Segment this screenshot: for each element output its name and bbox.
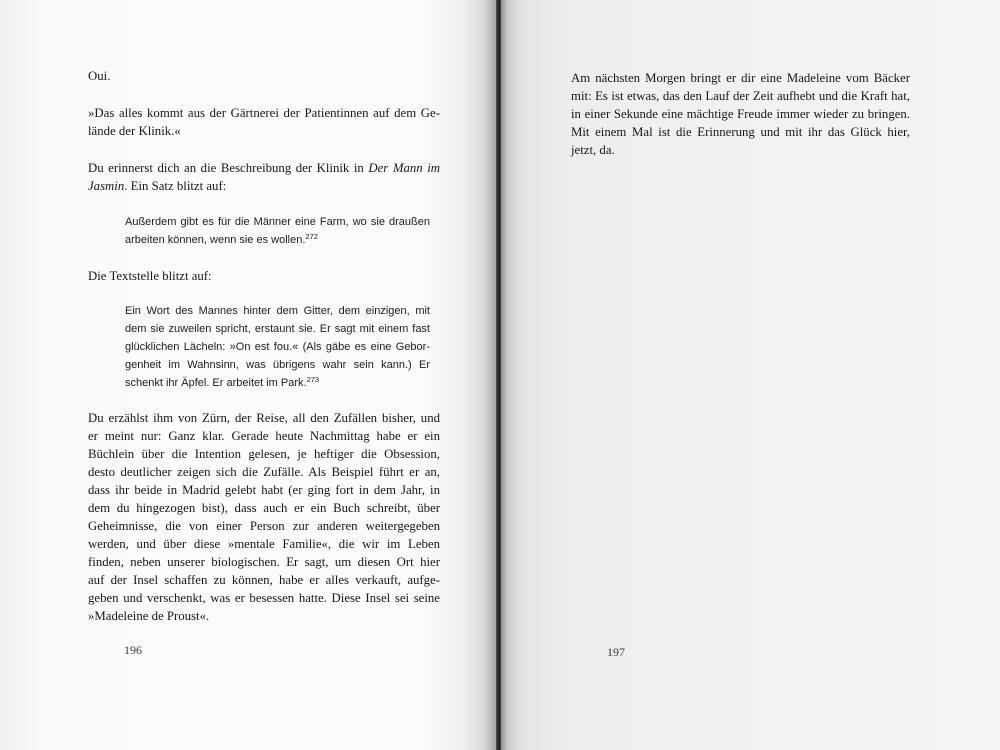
quote-line — [125, 374, 430, 392]
block-quote — [125, 213, 430, 249]
book-title-italic: Jasmin — [88, 179, 125, 193]
text-line: dem du hingezogen bist), dass auch er ein Buch schreibt, über — [88, 501, 440, 515]
paragraph — [88, 409, 440, 625]
text-line: desto deutlicher zeigen sich die Zufälle. Als Beispiel führt er an, — [88, 465, 440, 479]
text-line: dass ihr beide in Madrid gelebt habt (er ging fort in dem Jahr, in — [88, 483, 440, 497]
quote-line: genheit im Wahnsinn, was übrigens wahr sein kann.) Er — [125, 359, 430, 371]
left-page — [0, 0, 497, 750]
text-line: Mit einem Mal ist die Erinnerung und mit ihr das Glück hier, — [571, 125, 910, 139]
text-line: jetzt, da. — [571, 143, 615, 157]
paragraph — [88, 67, 440, 85]
page-number: 197 — [607, 645, 625, 659]
quote-line: glücklichen Lächeln: »On est fou.« (Als gäbe es eine Gebor- — [125, 341, 430, 353]
text-line: »Madeleine de Proust«. — [88, 609, 210, 623]
text-segment: Du erinnerst dich an die Beschreibung der Klinik in — [88, 161, 369, 175]
text-line: Die Textstelle blitzt auf: — [88, 269, 212, 283]
text-segment: schenkt ihr Äpfel. Er arbeitet im Park. — [125, 377, 307, 389]
text-line: finden, neben unserer biologischen. Er sagt, um diesen Ort hier — [88, 555, 440, 569]
text-line: Am nächsten Morgen bringt er dir eine Madeleine vom Bäcker — [571, 71, 910, 85]
text-segment: . Ein Satz blitzt auf: — [124, 179, 227, 193]
footnote-marker: 273 — [306, 375, 320, 384]
text-line — [88, 177, 440, 195]
text-line: geben und verschenkt, was er besessen hatte. Diese Insel sei seine — [88, 591, 440, 605]
footnote-marker: 272 — [305, 232, 318, 241]
text-line: Du erzählst ihm von Zürn, der Reise, all den Zufällen bisher, und — [88, 411, 440, 425]
paragraph — [88, 159, 440, 195]
text-line: lände der Klinik.« — [88, 124, 181, 138]
text-line: Geheimnisse, die von einer Person zur anderen weitergegeben — [88, 519, 440, 533]
quote-line: dem sie zuweilen spricht, erstaunt sie. Er sagt mit einem fast — [125, 323, 430, 335]
right-page — [501, 0, 1000, 750]
text-line: werden, und über diese »mentale Familie«, die wir im Leben — [88, 537, 440, 551]
quote-line: Ein Wort des Mannes hinter dem Gitter, dem einzigen, mit — [125, 305, 430, 317]
text-line: Büchlein über die Intention gelesen, je heftiger die Obsession, — [88, 447, 440, 461]
text-segment: arbeiten können, wenn sie es wollen. — [125, 234, 306, 246]
quote-line — [125, 231, 430, 249]
book-title-italic: Der Mann im — [368, 161, 441, 175]
paragraph — [88, 267, 440, 285]
text-line: in einer Sekunde eine mächtige Freude immer wieder zu bringen. — [571, 107, 910, 121]
paragraph — [571, 69, 910, 159]
text-line: Oui. — [88, 69, 111, 83]
text-line: mit: Es ist etwas, das den Lauf der Zeit aufhebt und die Kraft hat, — [571, 89, 910, 103]
text-line: er meint nur: Ganz klar. Gerade heute Nachmittag habe er ein — [88, 429, 440, 443]
paragraph — [88, 104, 440, 140]
text-line — [88, 159, 440, 177]
page-number: 196 — [124, 643, 142, 657]
text-line: auf der Insel schaffen zu können, habe er alles verkauft, aufge- — [88, 573, 440, 587]
block-quote — [125, 302, 430, 392]
quote-line: Außerdem gibt es für die Männer eine Farm, wo sie draußen — [125, 216, 430, 228]
text-line: »Das alles kommt aus der Gärtnerei der Patientinnen auf dem Ge- — [88, 106, 440, 120]
